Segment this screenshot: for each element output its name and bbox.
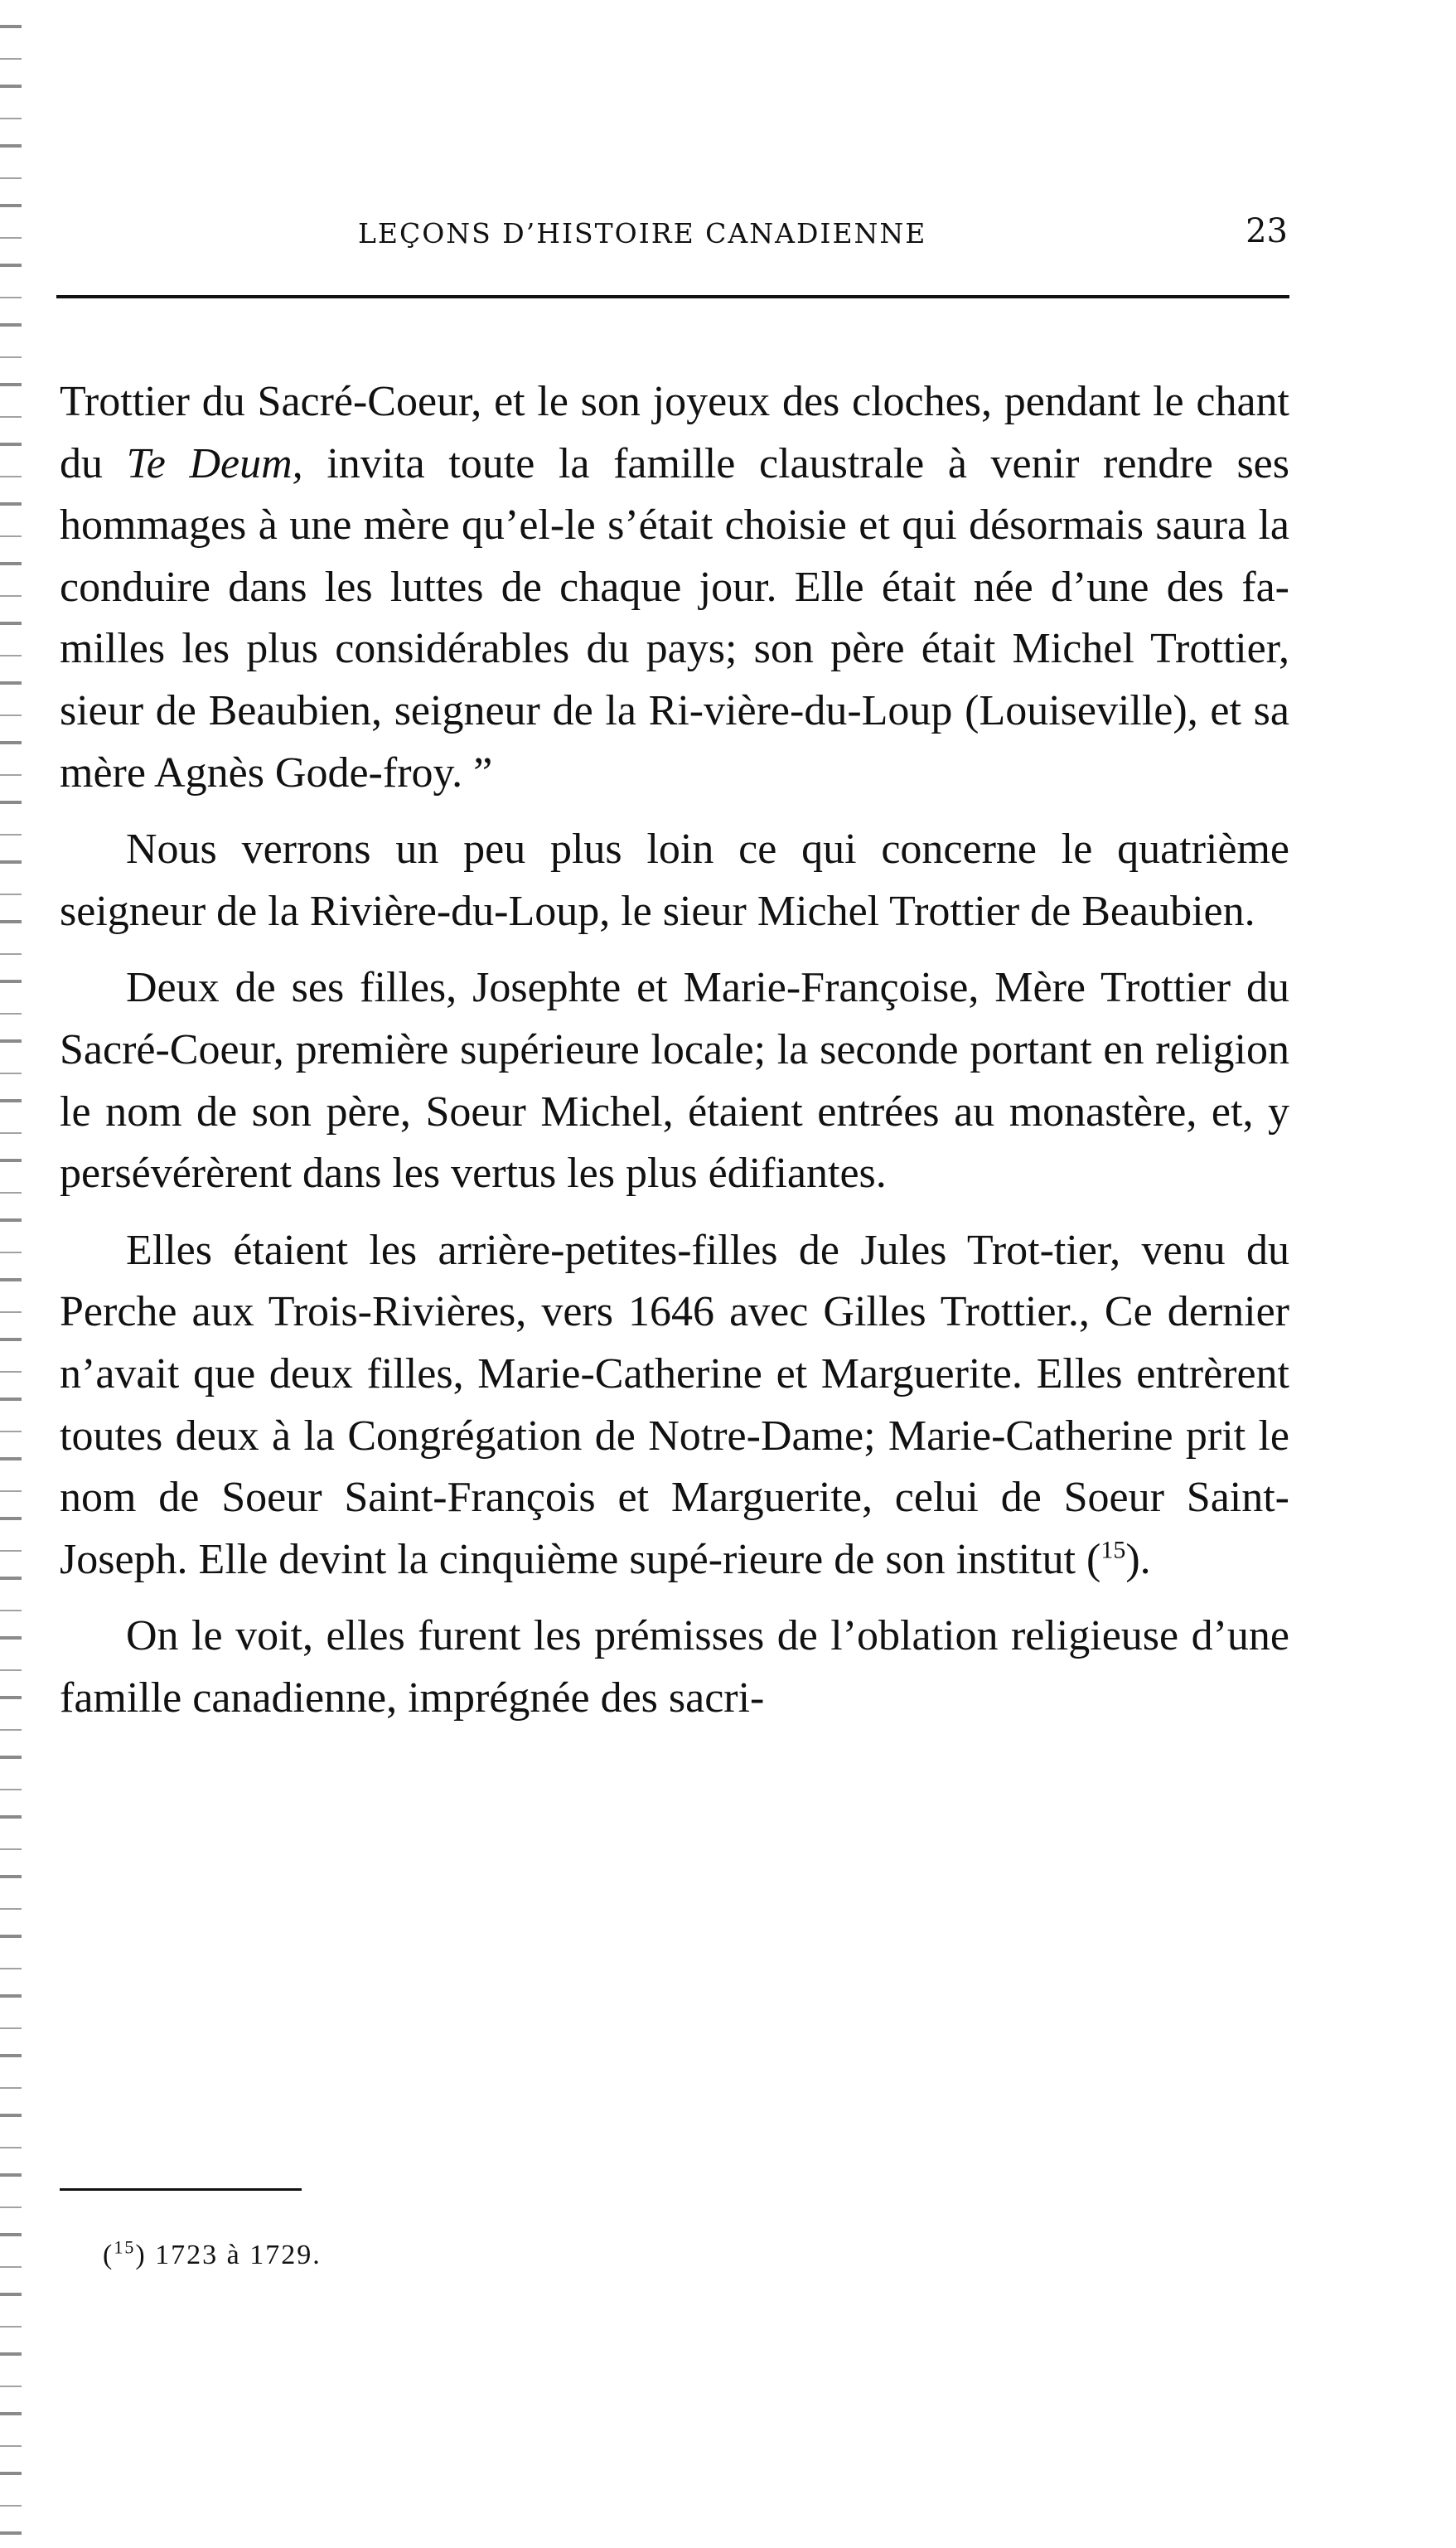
footnote-open-paren: (	[103, 2240, 114, 2270]
footnote-rule	[60, 2188, 302, 2191]
page-number: 23	[1246, 212, 1288, 250]
body-text	[60, 371, 1289, 1744]
paragraph-3: Deux de ses filles, Josephte et Marie-Françoise, Mère Trottier du Sacré-Coeur, première supérieure locale; la seconde portant en religion le nom de son père, Soeur Michel, étaient entrées au monastère, et, y persévérèrent dans les vertus les plus édifiantes.	[60, 964, 1289, 1198]
page-header	[60, 212, 1288, 259]
paragraph-5: On le voit, elles furent les prémisses de l’oblation religieuse d’une famille canadienne, imprégnée des sacri-	[60, 1612, 1289, 1722]
footnote-text: 1723 à 1729.	[146, 2240, 322, 2270]
paragraph-1-italic: Te Deum,	[126, 439, 303, 487]
running-title: LEÇONS D’HISTOIRE CANADIENNE	[358, 217, 927, 249]
paragraph-4-text-a: Elles étaient les arrière-petites-filles de Jules Trot-tier, venu du Perche aux Trois-Rivières, vers 1646 avec Gilles Trottier., Ce dernier n’avait que deux filles, Marie-Catherine et Marguerite. Elles entrèrent toutes deux à la Congrégation de Notre-Dame; Marie-Catherine prit le nom de Soeur Saint-François et Marguerite, celui de Soeur Saint-Joseph. Elle devint la cinquième supé-rieure de son institut (	[60, 1226, 1289, 1583]
paragraph-2: Nous verrons un peu plus loin ce qui concerne le quatrième seigneur de la Rivière-du-Loup, le sieur Michel Trottier de Beaubien.	[60, 826, 1289, 935]
paragraph-1-text-b: invita toute la famille claustrale à venir rendre ses hommages à une mère qu’el-le s’était choisie et qui désormais saura la conduire dans les luttes de chaque jour. Elle était née d’une des fa-milles les plus considérables du pays; son père était Michel Trottier, sieur de Beaubien, seigneur de la Ri-vière-du-Loup (Louiseville), et sa mère Agnès Gode-froy. ”	[60, 439, 1289, 797]
footnote-close-paren: )	[135, 2240, 147, 2270]
footnote-reference: 15	[1100, 1536, 1126, 1564]
paragraph-1	[60, 371, 1289, 804]
paragraph-1-text-a: Trottier du Sacré-Coeur, et le son joyeux des cloches, pendant le chant du	[60, 378, 1289, 487]
header-rule	[56, 295, 1289, 298]
footnote-number: 15	[114, 2236, 136, 2258]
binding-edge	[0, 0, 22, 2548]
footnote	[103, 2236, 322, 2271]
paragraph-4	[60, 1220, 1289, 1591]
paragraph-4-text-b: ).	[1125, 1535, 1151, 1583]
